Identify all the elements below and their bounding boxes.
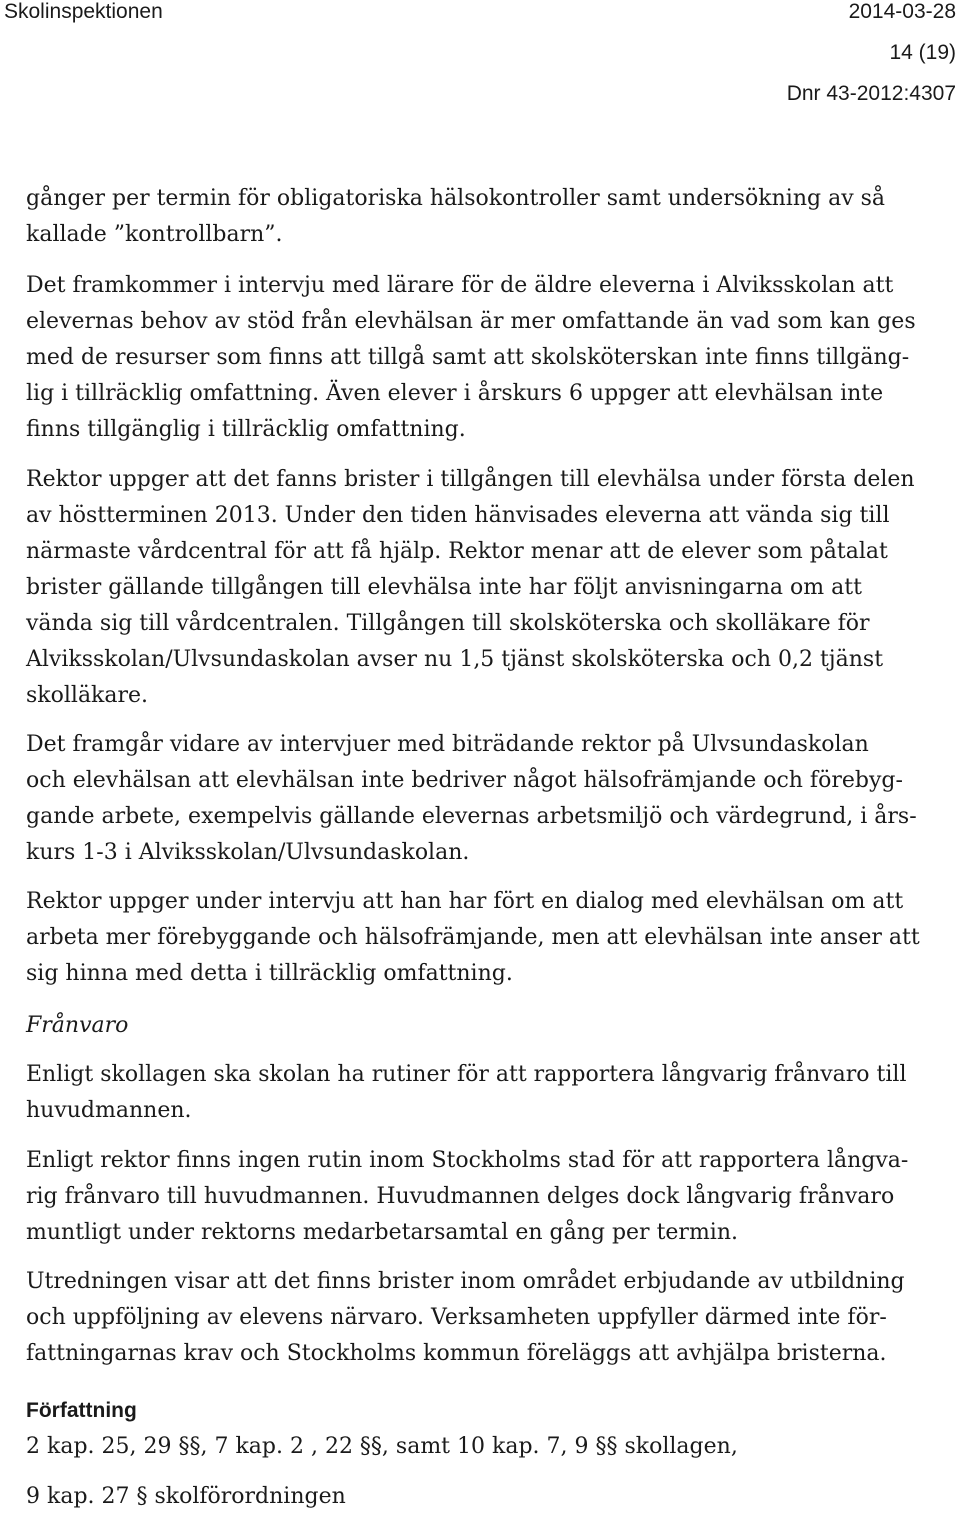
text-line: arbeta mer förebyggande och hälsofrämjande, men att elevhälsan inte anser att xyxy=(26,925,920,950)
page-number: 14 (19) xyxy=(889,41,956,64)
text-line: rig frånvaro till huvudmannen. Huvudmannen delges dock långvarig frånvaro xyxy=(26,1184,895,1209)
text-line: finns tillgänglig i tillräcklig omfattning. xyxy=(26,417,466,442)
paragraph-2 xyxy=(26,268,956,448)
text-line: brister gällande tillgången till elevhälsa inte har följt anvisningarna om att xyxy=(26,575,862,600)
text-line: sig hinna med detta i tillräcklig omfattning. xyxy=(26,961,513,986)
text-line: skolläkare. xyxy=(26,683,149,708)
legal-reference-1: 2 kap. 25, 29 §§, 7 kap. 2 , 22 §§, samt 10 kap. 7, 9 §§ skollagen, xyxy=(26,1434,738,1459)
text-line: gande arbete, exempelvis gällande elevernas arbetsmiljö och värdegrund, i års- xyxy=(26,804,917,829)
text-line: Det framkommer i intervju med lärare för de äldre eleverna i Alviksskolan att xyxy=(26,273,894,298)
text-line: gånger per termin för obligatoriska hälsokontroller samt undersökning av så xyxy=(26,186,886,211)
text-line: kurs 1-3 i Alviksskolan/Ulvsundaskolan. xyxy=(26,840,470,865)
text-line: lig i tillräcklig omfattning. Även elever i årskurs 6 uppger att elevhälsan inte xyxy=(26,381,884,406)
text-line: närmaste vårdcentral för att få hjälp. Rektor menar att de elever som påtalat xyxy=(26,539,888,564)
section-title: Frånvaro xyxy=(26,1013,129,1038)
text-line: Enligt skollagen ska skolan ha rutiner för att rapportera långvarig frånvaro till xyxy=(26,1062,907,1087)
paragraph-5 xyxy=(26,884,956,992)
text-line: Det framgår vidare av intervjuer med biträdande rektor på Ulvsundaskolan xyxy=(26,732,869,757)
text-line: och elevhälsan att elevhälsan inte bedriver något hälsofrämjande och förebyg- xyxy=(26,768,903,793)
text-line: och uppföljning av elevens närvaro. Verksamheten uppfyller därmed inte för- xyxy=(26,1305,887,1330)
paragraph-7 xyxy=(26,1143,956,1251)
org-name: Skolinspektionen xyxy=(4,0,163,23)
text-line: Utredningen visar att det finns brister inom området erbjudande av utbildning xyxy=(26,1269,905,1294)
text-line: muntligt under rektorns medarbetarsamtal en gång per termin. xyxy=(26,1220,739,1245)
text-line: Enligt rektor finns ingen rutin inom Stockholms stad för att rapportera långva- xyxy=(26,1148,909,1173)
document-date: 2014-03-28 xyxy=(848,0,956,23)
text-line: vända sig till vårdcentralen. Tillgången till skolsköterska och skolläkare för xyxy=(26,611,870,636)
paragraph-8 xyxy=(26,1264,956,1372)
text-line: huvudmannen. xyxy=(26,1098,192,1123)
text-line: Rektor uppger att det fanns brister i tillgången till elevhälsa under första delen xyxy=(26,467,915,492)
text-line: Alviksskolan/Ulvsundaskolan avser nu 1,5 tjänst skolsköterska och 0,2 tjänst xyxy=(26,647,884,672)
diary-number: Dnr 43-2012:4307 xyxy=(786,82,956,105)
paragraph-4 xyxy=(26,727,956,871)
legal-reference-2: 9 kap. 27 § skolförordningen xyxy=(26,1484,346,1509)
paragraph-3 xyxy=(26,462,956,714)
text-line: med de resurser som finns att tillgå samt att skolsköterskan inte finns tillgäng- xyxy=(26,345,910,370)
text-line: kallade ”kontrollbarn”. xyxy=(26,222,283,247)
paragraph-1 xyxy=(26,181,956,253)
text-line: fattningarnas krav och Stockholms kommun föreläggs att avhjälpa bristerna. xyxy=(26,1341,887,1366)
text-line: av höstterminen 2013. Under den tiden hänvisades eleverna att vända sig till xyxy=(26,503,890,528)
forfattning-heading: Författning xyxy=(26,1399,137,1422)
paragraph-6 xyxy=(26,1057,956,1129)
text-line: Rektor uppger under intervju att han har fört en dialog med elevhälsan om att xyxy=(26,889,904,914)
text-line: elevernas behov av stöd från elevhälsan är mer omfattande än vad som kan ges xyxy=(26,309,916,334)
